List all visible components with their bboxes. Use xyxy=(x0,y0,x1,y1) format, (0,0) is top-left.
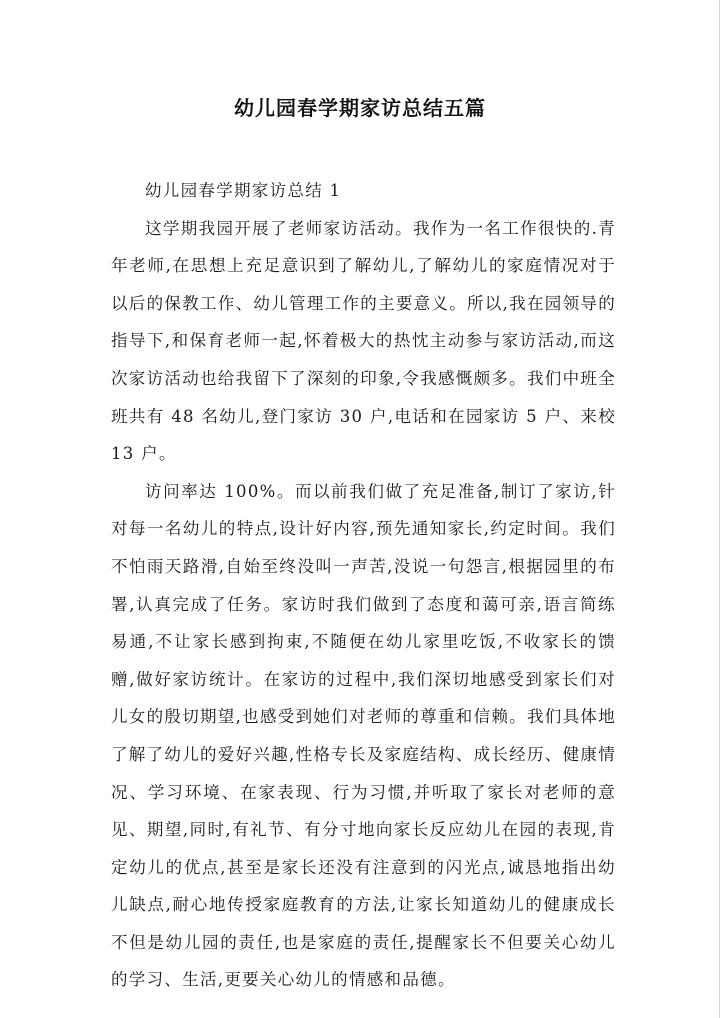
paragraph: 访问率达 100%。而以前我们做了充足准备,制订了家访,针对每一名幼儿的特点,设计好内容,预先通知家长,约定时间。我们不怕雨天路滑,自始至终没叫一声苦,没说一句怨言,根据园里的布署,认真完成了任务。家访时我们做到了态度和蔼可亲,语言简练易通,不让家长感到拘束,不随便在幼儿家里吃饭,不收家长的馈赠,做好家访统计。在家访的过程中,我们深切地感受到家长们对儿女的殷切期望,也感受到她们对老师的尊重和信赖。我们具体地了解了幼儿的爱好兴趣,性格专长及家庭结构、成长经历、健康情况、学习环境、在家表现、行为习惯,并听取了家长对老师的意见、期望,同时,有礼节、有分寸地向家长反应幼儿在园的表现,肯定幼儿的优点,甚至是家长还没有注意到的闪光点,诚恳地指出幼儿缺点,耐心地传授家庭教育的方法,让家长知道幼儿的健康成长不但是幼儿园的责任,也是家庭的责任,提醒家长不但要关心幼儿的学习、生活,更要关心幼儿的情感和品德。 xyxy=(111,481,616,990)
paragraph: 这学期我园开展了老师家访活动。我作为一名工作很快的.青年老师,在思想上充足意识到了解幼儿,了解幼儿的家庭情况对于以后的保教工作、幼儿管理工作的主要意义。所以,我在园领导的指导下,和保育老师一起,怀着极大的热忱主动参与家访活动,而这次家访活动也给我留下了深刻的印象,令我感慨颇多。我们中班全班共有 48 名幼儿,登门家访 30 户,电话和在园家访 5 户、来校 13 户。 xyxy=(111,218,616,464)
section-heading: 幼儿园春学期家访总结 1 xyxy=(145,181,342,200)
document-title: 幼儿园春学期家访总结五篇 xyxy=(234,96,486,120)
document-body xyxy=(111,172,616,999)
